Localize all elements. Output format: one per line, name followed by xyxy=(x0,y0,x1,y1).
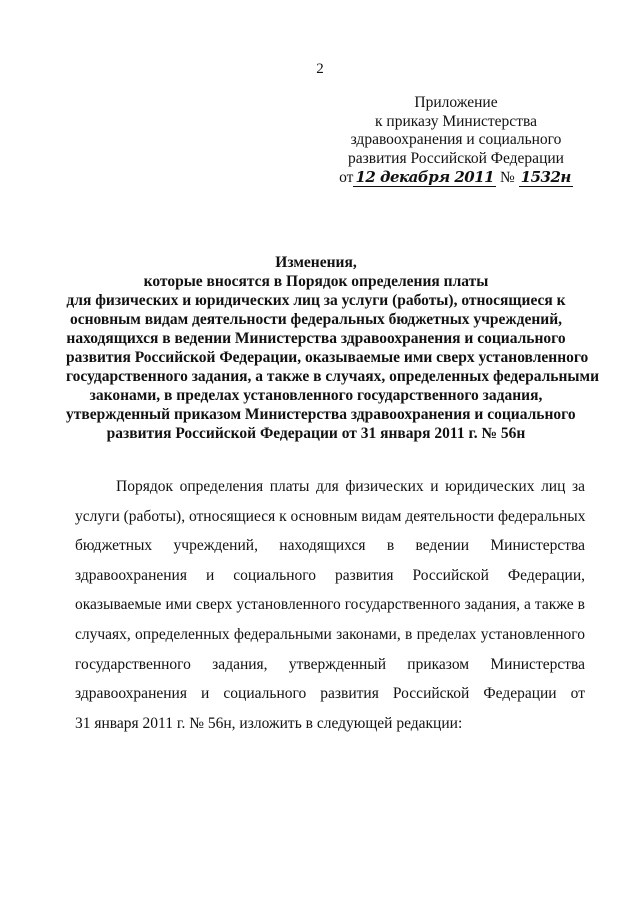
order-prefix: от xyxy=(339,169,354,186)
title-heading: Изменения, xyxy=(275,254,357,271)
body-paragraph xyxy=(75,472,585,738)
appendix-line: здравоохранения и социального xyxy=(350,131,562,148)
document-title xyxy=(66,253,600,443)
body-line: государственного задания, утвержденный приказом Министерства xyxy=(75,655,585,673)
body-line: случаях, определенных федеральными законами, в пределах установленного xyxy=(75,625,585,643)
order-number-label: № xyxy=(500,169,515,186)
title-line: утвержденный приказом Министерства здравоохранения и социального xyxy=(66,406,576,423)
title-line: основным видам деятельности федеральных бюджетных учреждений, xyxy=(69,311,563,328)
title-line: развития Российской Федерации от 31 января 2011 г. № 56н xyxy=(106,425,526,442)
body-line: 31 января 2011 г. № 56н, изложить в следующей редакции: xyxy=(75,714,463,732)
appendix-line: развития Российской Федерации xyxy=(348,149,564,167)
title-line: которые вносятся в Порядок определения платы xyxy=(143,273,489,290)
body-line: здравоохранения и социального развития Российской Федерации от xyxy=(75,685,585,703)
order-reference xyxy=(330,168,582,188)
handwritten-order-number: 1532н xyxy=(520,168,571,186)
appendix-block xyxy=(330,94,582,188)
body-line: здравоохранения и социального развития Российской Федерации, xyxy=(75,566,585,584)
title-line: находящихся в ведении Министерства здравоохранения и социального xyxy=(66,330,566,347)
body-line: оказываемые ими сверх установленного государственного задания, а также в xyxy=(75,596,585,614)
body-line: бюджетных учреждений, находящихся в ведении Министерства xyxy=(75,537,585,555)
page-number: 2 xyxy=(316,61,324,77)
appendix-line: Приложение xyxy=(414,94,498,111)
body-line: Порядок определения платы для физических и юридических лиц за xyxy=(116,478,585,495)
title-line: законами, в пределах установленного государственного задания, xyxy=(89,387,543,404)
title-line: развития Российской Федерации, оказываемые ими сверх установленного xyxy=(66,349,589,366)
title-line: для физических и юридических лиц за услуги (работы), относящиеся к xyxy=(66,292,566,309)
body-line: услуги (работы), относящиеся к основным видам деятельности федеральных xyxy=(75,507,586,525)
title-line: государственного задания, а также в случаях, определенных федеральными xyxy=(66,368,600,385)
handwritten-order-date: 12 декабря 2011 xyxy=(355,168,495,186)
appendix-line: к приказу Министерства xyxy=(375,112,537,130)
